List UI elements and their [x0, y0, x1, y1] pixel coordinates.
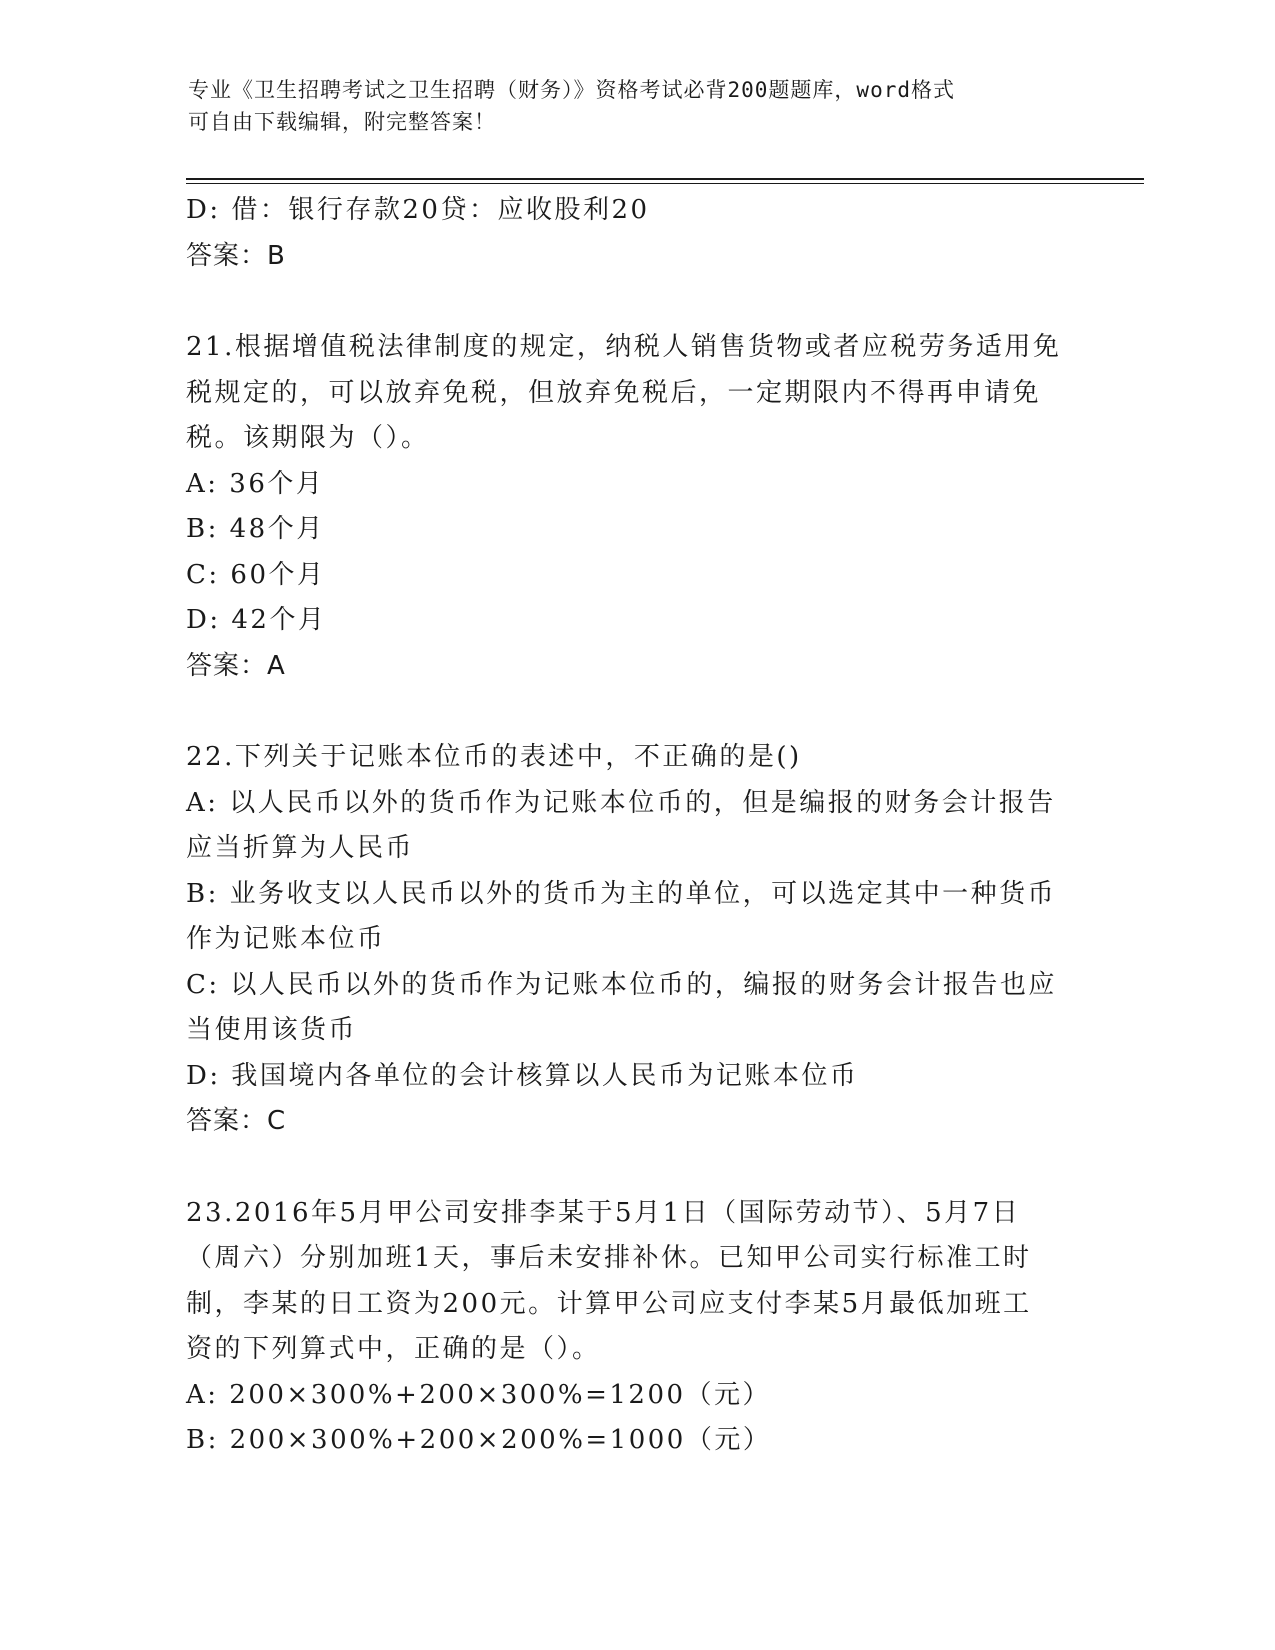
q22-option-d: D: 我国境内各单位的会计核算以人民币为记账本位币: [186, 1060, 859, 1091]
q23-stem-line-1: 23.2016年5月甲公司安排李某于5月1日（国际劳动节）、5月7日: [186, 1197, 1021, 1228]
q20-option-d: D: 借：银行存款20贷：应收股利20: [186, 195, 650, 225]
header-title-line-1: 专业《卫生招聘考试之卫生招聘（财务）》资格考试必背200题题库，word格式: [188, 78, 955, 102]
q22-option-b-line-2: 作为记账本位币: [186, 924, 386, 954]
q21-option-b: B: 48个月: [186, 514, 325, 544]
document-header: [188, 74, 1088, 138]
q21-option-c: C: 60个月: [186, 559, 326, 590]
q23-stem-line-3: 制，李某的日工资为200元。计算甲公司应支付李某5月最低加班工: [186, 1288, 1032, 1319]
q22-option-c-line-1: C: 以人民币以外的货币作为记账本位币的，编报的财务会计报告也应: [186, 969, 1057, 1000]
q21-answer: 答案：A: [186, 650, 286, 681]
header-title-line-2: 可自由下载编辑，附完整答案！: [188, 110, 496, 134]
q21-stem-line-3: 税。该期限为（）。: [186, 423, 430, 453]
q21-option-a: A: 36个月: [186, 468, 325, 499]
q22-answer: 答案：C: [186, 1106, 287, 1136]
q23-option-b: B: 200×300%+200×200%=1000（元）: [186, 1425, 772, 1455]
q22-option-c-line-2: 当使用该货币: [186, 1015, 358, 1045]
spacer: [186, 279, 1086, 325]
q23-option-a: A: 200×300%+200×300%=1200（元）: [186, 1379, 772, 1410]
q21-stem-line-2: 税规定的，可以放弃免税，但放弃免税后，一定期限内不得再申请免: [186, 377, 1042, 408]
question-content: [186, 188, 1086, 1464]
q21-stem-line-1: 21.根据增值税法律制度的规定，纳税人销售货物或者应税劳务适用免: [186, 332, 1062, 362]
q22-stem: 22.下列关于记账本位币的表述中，不正确的是(): [186, 742, 802, 772]
q22-option-b-line-1: B: 业务收支以人民币以外的货币为主的单位，可以选定其中一种货币: [186, 878, 1057, 909]
q23-stem-line-4: 资的下列算式中，正确的是（）。: [186, 1334, 601, 1364]
header-divider-thin: [186, 183, 1144, 184]
question-20: [186, 188, 1086, 279]
q22-option-a-line-1: A: 以人民币以外的货币作为记账本位币的，但是编报的财务会计报告: [186, 787, 1056, 818]
header-divider-thick: [186, 178, 1144, 180]
question-23: [186, 1191, 1086, 1464]
q20-answer: 答案：B: [186, 240, 286, 271]
spacer: [186, 689, 1086, 735]
q22-option-a-line-2: 应当折算为人民币: [186, 833, 415, 863]
question-21: [186, 325, 1086, 689]
spacer: [186, 1145, 1086, 1191]
question-22: [186, 735, 1086, 1145]
q21-option-d: D: 42个月: [186, 605, 327, 635]
q23-stem-line-2: （周六）分别加班1天，事后未安排补休。已知甲公司实行标准工时: [186, 1243, 1032, 1273]
